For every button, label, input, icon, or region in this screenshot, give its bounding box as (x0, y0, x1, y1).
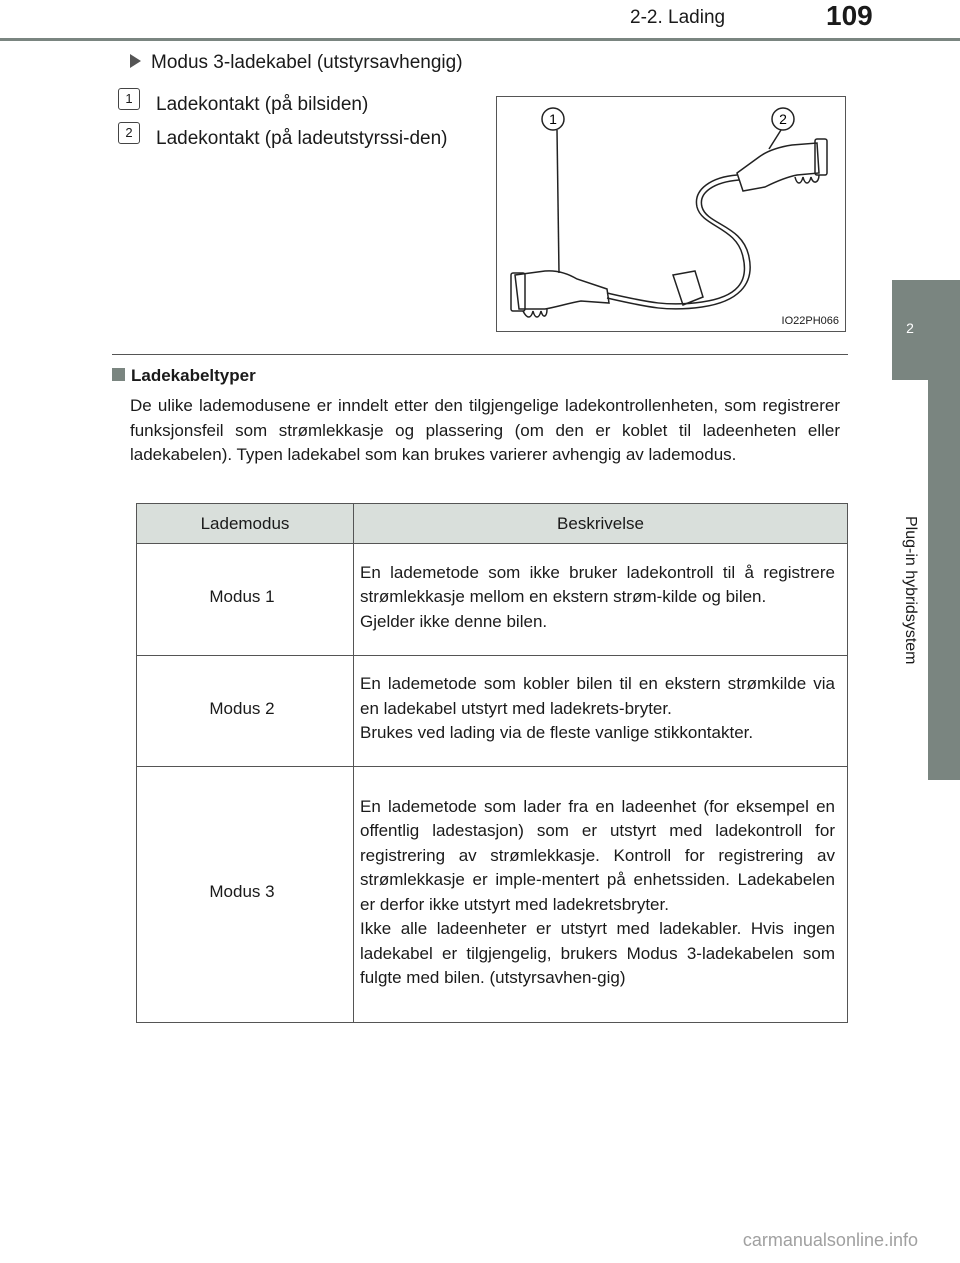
section-title: 2-2. Lading (630, 7, 726, 28)
callout-badge-1: 1 (118, 88, 140, 110)
square-bullet-icon (112, 368, 125, 381)
table-row (137, 544, 848, 656)
watermark: carmanualsonline.info (742, 1230, 918, 1250)
legend-label-1: Ladekontakt (på bilsiden) (156, 94, 369, 115)
cable-types-intro: De ulike lademodusene er inndelt etter den tilgjengelige ladekontrollenheten, som registrerer funksjonsfeil som strømlekkasje og plassering (om den er koblet til ladeenheten eller ladekabelen). Typen ladekabel som kan brukes varierer avhengig av lademodus. (130, 396, 840, 464)
mode-cell: Modus 3 (137, 767, 354, 1023)
table-row (137, 767, 848, 1023)
cable-types-heading-text: Ladekabeltyper (131, 366, 256, 385)
triangle-bullet-icon (130, 54, 141, 68)
legend-item-1 (118, 88, 486, 122)
callout-label-1: 1 (549, 111, 557, 127)
chapter-title: Plug-in hybridsystem (893, 480, 927, 700)
section-divider (112, 354, 848, 355)
callout-label-2: 2 (779, 111, 787, 127)
mode3-heading-text: Modus 3-ladekabel (utstyrsavhengig) (151, 52, 463, 73)
legend-label-2: Ladekontakt (på ladeutstyrssi-den) (156, 128, 448, 149)
callout-badge-2: 2 (118, 122, 140, 144)
description-paragraph: Gjelder ikke denne bilen. (360, 611, 548, 631)
legend-item-2 (118, 122, 486, 156)
table-row (137, 656, 848, 767)
description-paragraph: En lademetode som ikke bruker ladekontroll til å registrere strømlekkasje mellom en ekstern strøm-kilde og bilen. (360, 562, 835, 607)
mode-cell: Modus 1 (137, 544, 354, 656)
charging-cable-illustration (496, 96, 846, 332)
table-header-row (137, 504, 848, 544)
mode-cell: Modus 2 (137, 656, 354, 767)
illustration-code: IO22PH066 (781, 315, 839, 327)
description-cell (354, 656, 848, 767)
header-rule (0, 38, 960, 41)
cable-types-heading (112, 366, 256, 386)
page-number: 109 (826, 0, 873, 31)
description-cell (354, 767, 848, 1023)
mode3-heading (130, 52, 463, 74)
column-header-description: Beskrivelse (354, 504, 848, 544)
description-paragraph: Ikke alle ladeenheter er utstyrt med ladekabler. Hvis ingen ladekabel er tilgjengelig, brukers Modus 3-ladekabelen som fulgte med bilen. (utstyrsavhen-gig) (360, 919, 835, 987)
description-paragraph: Brukes ved lading via de fleste vanlige stikkontakter. (360, 723, 754, 743)
description-paragraph: En lademetode som lader fra en ladeenhet (for eksempel en offentlig ladestasjon) som er utstyrt med ladekontroll for registrering av strømlekkasje. Kontroll for registrering av strømlekkasje er imple-mentert på enhetssiden. Ladekabelen er derfor ikke utstyrt med ladekretsbryter. (360, 796, 835, 914)
charging-cable-drawing (497, 97, 845, 331)
column-header-mode: Lademodus (137, 504, 354, 544)
chapter-number: 2 (906, 320, 914, 336)
description-cell (354, 544, 848, 656)
description-paragraph: En lademetode som kobler bilen til en ekstern strømkilde via en ladekabel utstyrt med ladekrets-bryter. (360, 674, 835, 718)
charging-modes-table (136, 503, 848, 1023)
